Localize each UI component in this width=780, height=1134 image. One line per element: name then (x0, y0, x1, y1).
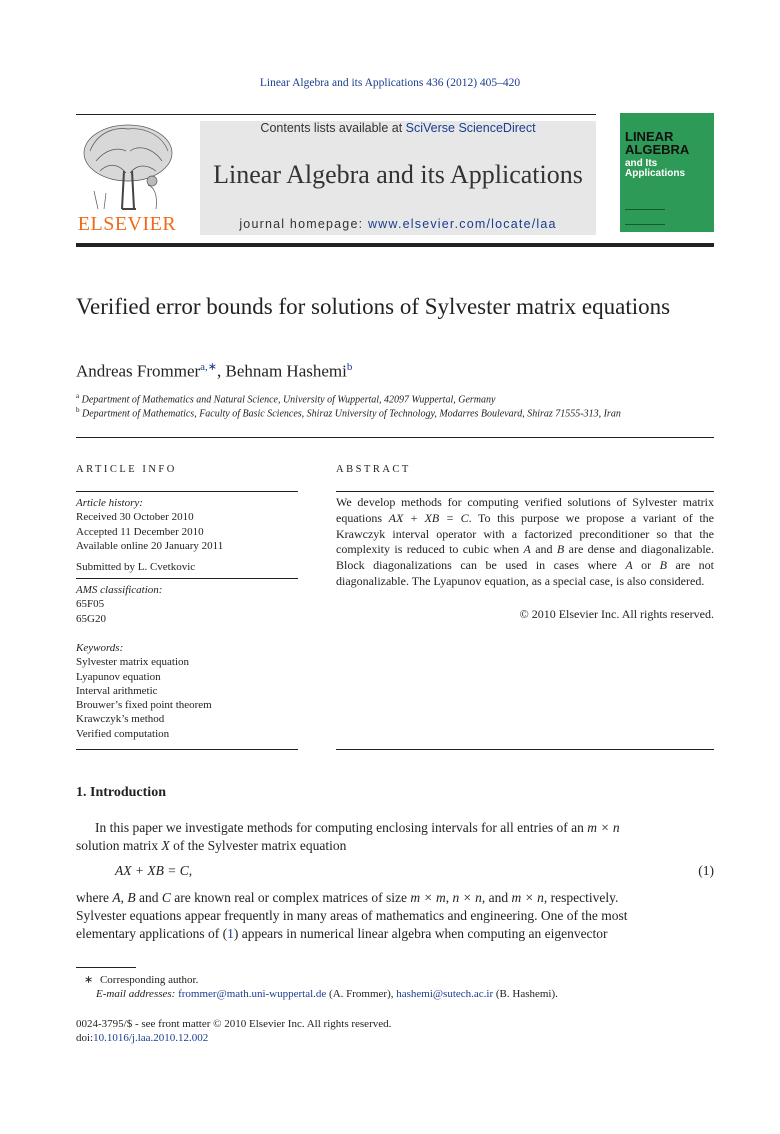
history-label: Article history: (76, 497, 143, 509)
homepage-prefix: journal homepage: (239, 217, 368, 231)
keyword-item: Verified computation (76, 727, 170, 740)
homepage-link[interactable]: www.elsevier.com/locate/laa (367, 217, 557, 231)
history-accepted: Accepted 11 December 2010 (76, 525, 204, 538)
intro-paragraph-1 (76, 819, 714, 855)
section-heading-introduction: 1. Introduction (76, 785, 166, 800)
intro-paragraph-2 (76, 889, 714, 943)
cover-fine-print (625, 209, 665, 225)
math-mxn: m × n (587, 820, 620, 835)
footnote-text: Corresponding author. (99, 974, 199, 986)
keywords-list (76, 641, 212, 741)
aff-b-mark: b (76, 406, 80, 414)
intro-text: ) appears in numerical linear algebra when computing an eigenvector (233, 926, 608, 941)
affiliation-rule (76, 437, 714, 438)
math-mxn: m × n (511, 890, 544, 905)
footnote-corresponding (84, 973, 198, 986)
intro-line (76, 925, 714, 943)
journal-cover (620, 113, 714, 232)
sylvester-equation: AX + XB = C, (115, 863, 193, 878)
aff-a-text: Department of Mathematics and Natural Science, University of Wuppertal, 42097 Wuppertal, Germany (81, 394, 496, 406)
math-nxn: n × n (452, 890, 482, 905)
issn-line: 0024-3795/$ - see front matter © 2010 Elsevier Inc. All rights reserved. (76, 1018, 392, 1030)
header-thick-rule (76, 243, 714, 247)
abstract-part: or (632, 558, 660, 573)
keywords-label: Keywords: (76, 642, 124, 654)
math-x: X (161, 838, 170, 853)
abstract-part: are not diagonalizable. The Lyapunov equation, as a special case, is also considered. (336, 558, 715, 588)
author-frommer: Andreas Frommer (76, 361, 201, 381)
math-a: A (625, 558, 633, 573)
submitted-by: Submitted by L. Cvetkovic (76, 561, 196, 573)
info-rule-2 (76, 578, 298, 579)
intro-text: of the Sylvester matrix equation (169, 838, 347, 853)
affiliation-a (76, 392, 495, 405)
footnote-emails (96, 988, 558, 1000)
intro-text: elementary applications of ( (76, 926, 228, 941)
abstract-part: are dense and diagonalizable. Block diagonalizations can be used in cases where (336, 542, 715, 573)
journal-citation[interactable]: Linear Algebra and its Applications 436 (2012) 405–420 (259, 77, 521, 89)
footnote-rule (76, 967, 136, 968)
info-rule-1 (76, 491, 298, 492)
abstract-part: We develop methods for computing verified solutions of Sylvester matrix equations (336, 495, 714, 525)
cover-line2: ALGEBRA (625, 142, 690, 157)
author-list (76, 360, 352, 382)
math-a: A (523, 542, 531, 557)
footnote-star: ∗ (84, 974, 94, 986)
math-b: B (127, 890, 136, 905)
elsevier-logo (76, 121, 178, 235)
author2-marks[interactable]: b (346, 361, 353, 373)
math-b: B (556, 542, 565, 557)
publisher-name: ELSEVIER (77, 213, 177, 235)
email-owner: (B. Hashemi). (493, 988, 558, 1000)
cover-line4: Applications (625, 168, 686, 179)
cover-line3: and Its (625, 158, 658, 169)
email-label: E-mail addresses: (96, 988, 179, 1000)
author1-marks[interactable]: a,∗ (200, 361, 218, 373)
ams-label: AMS classification: (76, 584, 163, 596)
contents-line (200, 121, 596, 135)
equation-ref-link[interactable]: 1 (227, 926, 234, 941)
intro-line: Sylvester equations appear frequently in many areas of mathematics and engineering. One of the most (76, 908, 628, 923)
math-c: C (161, 890, 171, 905)
history-online: Available online 20 January 2011 (76, 539, 224, 552)
intro-text: are known real or complex matrices of size (170, 890, 411, 905)
info-rule-bottom (76, 749, 298, 750)
doi-label: doi: (76, 1032, 94, 1044)
abstract-heading: ABSTRACT (336, 464, 411, 475)
math-a: A (112, 890, 121, 905)
keyword-item: Brouwer’s fixed point theorem (76, 699, 212, 712)
ams-code: 65G20 (76, 612, 106, 625)
sciencedirect-link[interactable]: SciVerse ScienceDirect (405, 121, 536, 135)
abstract-copyright: © 2010 Elsevier Inc. All rights reserved. (519, 607, 714, 621)
email-link-frommer[interactable]: frommer@math.uni-wuppertal.de (178, 988, 327, 1000)
abstract-rule-top (336, 491, 714, 492)
keyword-item: Lyapunov equation (76, 670, 161, 683)
ams-classification (76, 583, 162, 626)
article-info-heading: ARTICLE INFO (76, 464, 177, 475)
header-top-rule (76, 114, 596, 115)
abstract-rule-bottom (336, 749, 714, 750)
intro-text: , (120, 890, 128, 905)
intro-line (76, 889, 714, 907)
keyword-item: Interval arithmetic (76, 684, 158, 697)
contents-prefix: Contents lists available at (260, 121, 406, 135)
affiliation-b (76, 406, 621, 419)
intro-text: , respectively. (543, 890, 619, 905)
intro-text: where (76, 890, 113, 905)
abstract-part: . To this purpose we propose a variant of the Krawczyk interval operator with a factorized preconditioner so that the complexity is reduced to cubic when (336, 510, 714, 557)
keyword-item: Krawczyk’s method (76, 713, 165, 726)
math-b: B (659, 558, 668, 573)
aff-a-mark: a (76, 392, 80, 400)
math-mxm: m × m (410, 890, 446, 905)
intro-text: , and (481, 890, 512, 905)
intro-text: , (445, 890, 453, 905)
email-owner: (A. Frommer), (326, 988, 397, 1000)
history-received: Received 30 October 2010 (76, 511, 194, 524)
aff-b-text: Department of Mathematics, Faculty of Basic Sciences, Shiraz University of Technology, Modarres Boulevard, Shiraz 71555-313, Iran (82, 408, 621, 420)
article-history (76, 496, 298, 553)
author-separator: , (217, 361, 226, 381)
email-link-hashemi[interactable]: hashemi@sutech.ac.ir (396, 988, 494, 1000)
intro-text: and (135, 890, 162, 905)
abstract-part: and (530, 542, 557, 557)
journal-homepage (200, 217, 596, 231)
ams-code: 65F05 (76, 598, 105, 611)
cover-line1: LINEAR (625, 129, 674, 144)
tree-icon (76, 121, 178, 213)
article-title: Verified error bounds for solutions of Sylvester matrix equations (76, 294, 671, 319)
intro-text: In this paper we investigate methods for computing enclosing intervals for all entries of an (95, 820, 588, 835)
intro-text: solution matrix (76, 838, 162, 853)
doi-line (76, 1032, 208, 1044)
abstract-equation: AX + XB = C (388, 510, 469, 525)
equation-number: (1) (698, 863, 714, 878)
author-hashemi: Behnam Hashemi (225, 361, 347, 381)
abstract-text (336, 495, 714, 590)
doi-link[interactable]: 10.1016/j.laa.2010.12.002 (93, 1032, 209, 1044)
keyword-item: Sylvester matrix equation (76, 656, 190, 669)
journal-name: Linear Algebra and its Applications (213, 160, 583, 189)
